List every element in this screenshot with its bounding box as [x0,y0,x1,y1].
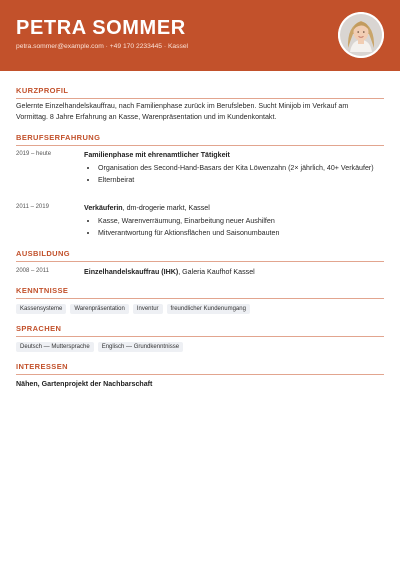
experience-bullets-1 [84,163,374,185]
bullet-item: • Kasse, Warenverräumung, Einarbeitung neuer Aushilfen [98,216,374,227]
bullet-item: • Organisation des Second-Hand-Basars der Kita Löwenzahn (2× jährlich, 40+ Verkäufer) [98,163,374,174]
profile-photo [338,12,384,58]
experience-title-1: Familienphase mit ehrenamtlicher Tätigkeit [84,151,230,159]
bullet-item: • Mitverantwortung für Aktionsflächen und Saisonumbauten [98,228,374,239]
language-tag: Deutsch — Muttersprache [16,342,94,352]
section-title-experience: BERUFSERFAHRUNG [16,133,384,146]
skills-tags [16,304,384,314]
skill-tag: Warenpräsentation [70,304,128,314]
experience-entry-1 [84,150,374,186]
profile-text: Gelernte Einzelhandelskauffrau, nach Familienphase zurück im Berufsleben. Sucht Minijob im Verkauf am Vormittag. 8 Jahre Erfahrung an Kasse, Warenpräsentation und im Kundenkontakt. [16,102,349,121]
language-tag: Englisch — Grundkenntnisse [98,342,183,352]
skill-tag: Inventur [133,304,163,314]
language-tags [16,342,384,352]
section-title-interests: INTERESSEN [16,362,384,375]
section-title-education: AUSBILDUNG [16,249,384,262]
experience-date-2: 2011 – 2019 [16,204,49,210]
interests-text: Nähen, Gartenprojekt der Nachbarschaft [16,380,153,388]
resume-header [0,0,400,71]
experience-title-2: Verkäuferin, dm-drogerie markt, Kassel [84,204,210,212]
skill-tag: freundlicher Kundenumgang [167,304,250,314]
education-date-1: 2008 – 2011 [16,268,49,274]
bullet-item: • Elternbeirat [98,175,374,186]
experience-bullets-2 [84,216,374,238]
section-title-languages: SPRACHEN [16,324,384,337]
section-title-profile: KURZPROFIL [16,86,384,99]
skill-tag: Kassensysteme [16,304,66,314]
education-title-1: Einzelhandelskauffrau (IHK), Galeria Kaufhof Kassel [84,268,255,276]
section-title-skills: KENNTNISSE [16,286,384,299]
experience-entry-2 [84,203,374,239]
education-entry-1 [84,267,374,277]
candidate-name: PETRA SOMMER [16,17,186,39]
experience-date-1: 2019 – heute [16,151,52,157]
contact-line: petra.sommer@example.com · +49 170 2233445 · Kassel [16,43,189,50]
portrait-image [338,12,384,58]
